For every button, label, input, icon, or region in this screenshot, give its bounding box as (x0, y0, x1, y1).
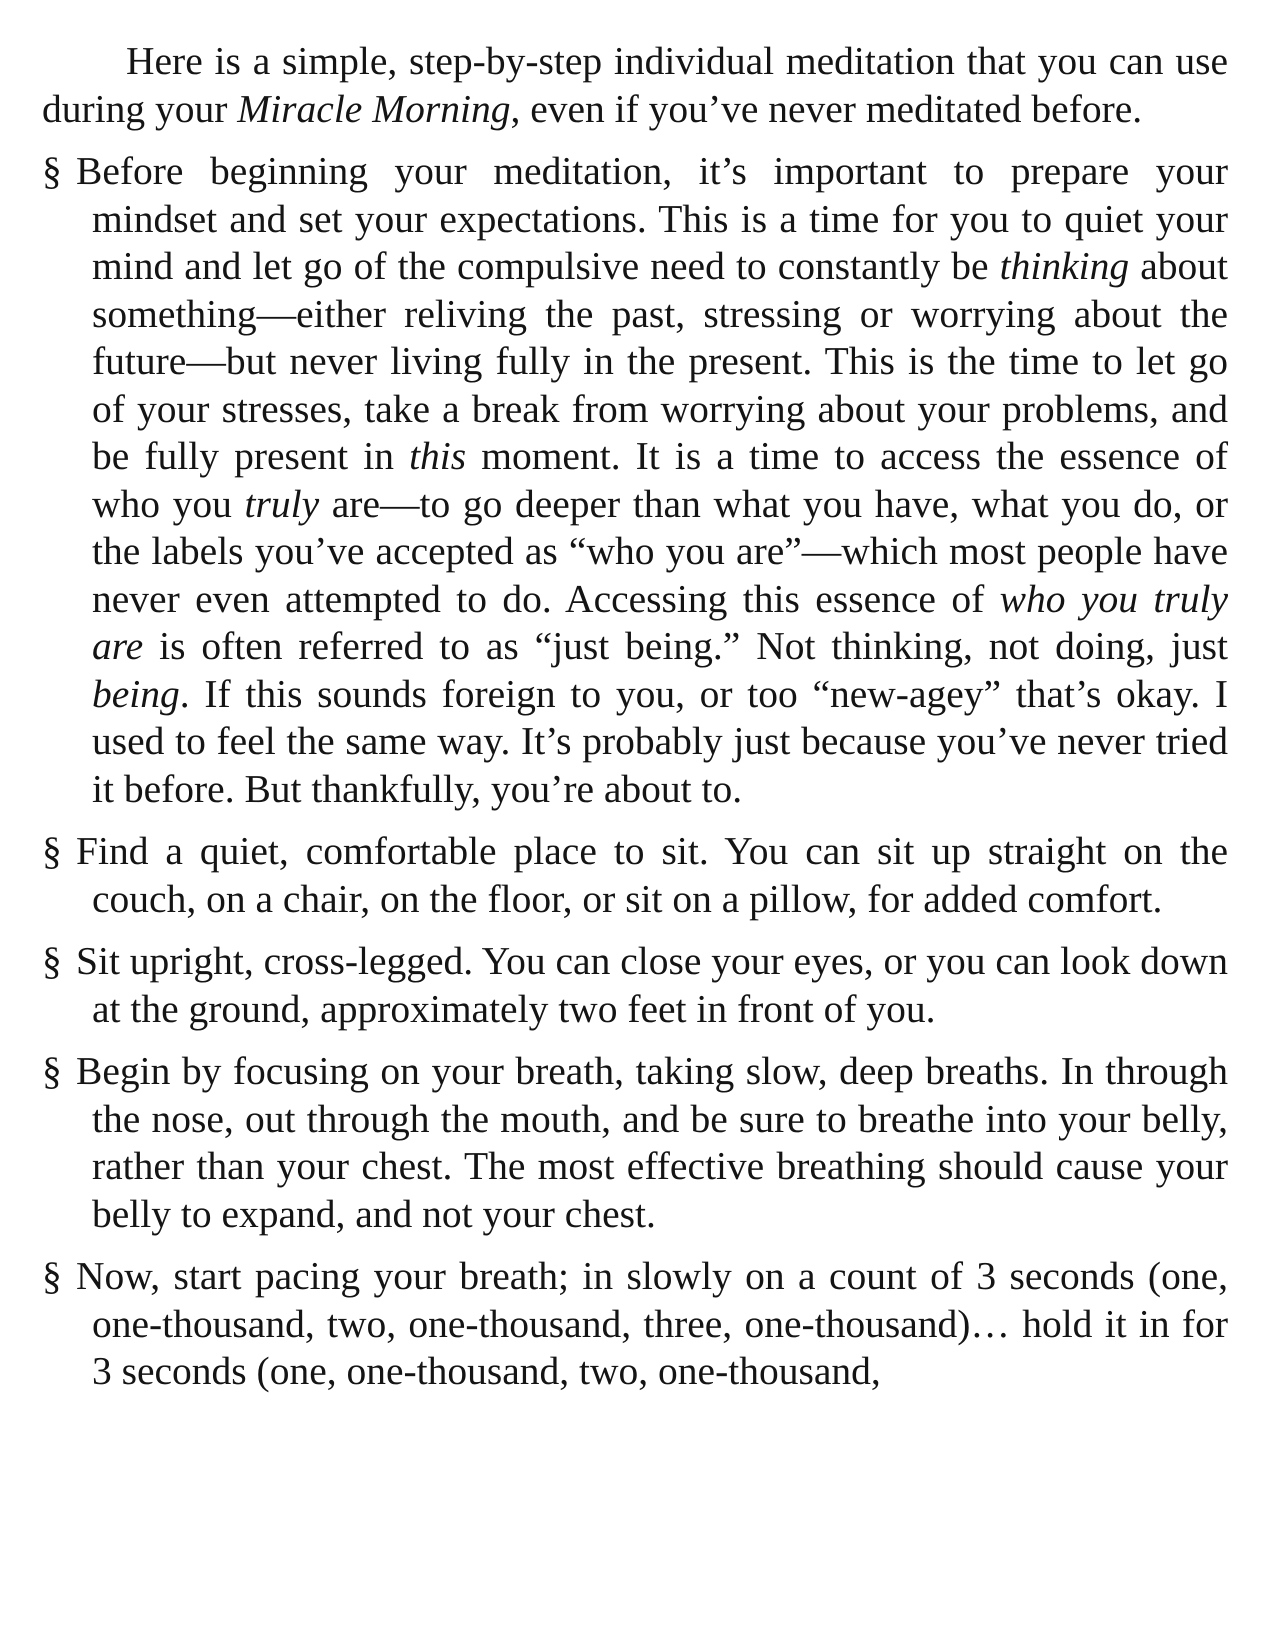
meditation-step-3 (42, 938, 1228, 1033)
intro-paragraph (42, 38, 1228, 133)
step-text: about something—either reliving the past, stressing or worrying about the future—but never living fully in the present. This is the time to let go of your stresses, take a break from worrying about your problems, and be fully present in (92, 244, 1228, 478)
step-text: moment. It is a time to access the essence of who you (92, 434, 1228, 526)
meditation-step-2 (42, 828, 1228, 923)
section-mark: § (42, 829, 62, 873)
step-emphasis: this (409, 434, 467, 478)
meditation-step-5 (42, 1253, 1228, 1396)
step-emphasis: being (92, 671, 180, 716)
meditation-step-4 (42, 1048, 1228, 1238)
step-emphasis: truly (244, 481, 320, 526)
intro-text: Here is a simple, step-by-step individual meditation that you can use during your (42, 39, 1228, 131)
step-text: Begin by focusing on your breath, taking slow, deep breaths. In through the nose, out through the mouth, and be sure to breathe into your belly, rather than your chest. The most effective breathing should cause your belly to expand, and not your chest. (76, 1049, 1228, 1236)
step-text: are—to go deeper than what you have, what you do, or the labels you’ve accepted as “who you are”—which most people have never even attempted to do. Accessing this essence of (92, 481, 1228, 621)
step-text: Now, start pacing your breath; in slowly on a count of 3 seconds (one, one-thousand, two, one-thousand, three, one-thousand)… hold it in for 3 seconds (one, one-thousand, two, one-thousand, (76, 1254, 1228, 1393)
step-emphasis: thinking (999, 244, 1130, 288)
meditation-step-1 (42, 148, 1228, 813)
book-title-emphasis: Miracle Morning (237, 86, 511, 131)
step-text: Find a quiet, comfortable place to sit. You can sit up straight on the couch, on a chair, on the floor, or sit on a pillow, for added comfort. (76, 829, 1228, 921)
step-text: is often referred to as “just being.” Not thinking, not doing, just (143, 624, 1228, 668)
step-text: Before beginning your meditation, it’s important to prepare your mindset and set your expectations. This is a time for you to quiet your mind and let go of the compulsive need to constantly be (76, 149, 1228, 288)
intro-text-end: , even if you’ve never meditated before. (510, 86, 1143, 131)
section-mark: § (42, 939, 62, 983)
step-emphasis: who you truly are (92, 576, 1228, 668)
section-mark: § (42, 149, 62, 193)
step-text: Sit upright, cross-legged. You can close your eyes, or you can look down at the ground, approximately two feet in front of you. (76, 939, 1228, 1031)
document-page (42, 38, 1228, 1411)
step-text: . If this sounds foreign to you, or too “new-agey” that’s okay. I used to feel the same way. It’s probably just because you’ve never tried it before. But thankfully, you’re about to. (92, 671, 1228, 811)
section-mark: § (42, 1254, 62, 1298)
section-mark: § (42, 1049, 62, 1093)
